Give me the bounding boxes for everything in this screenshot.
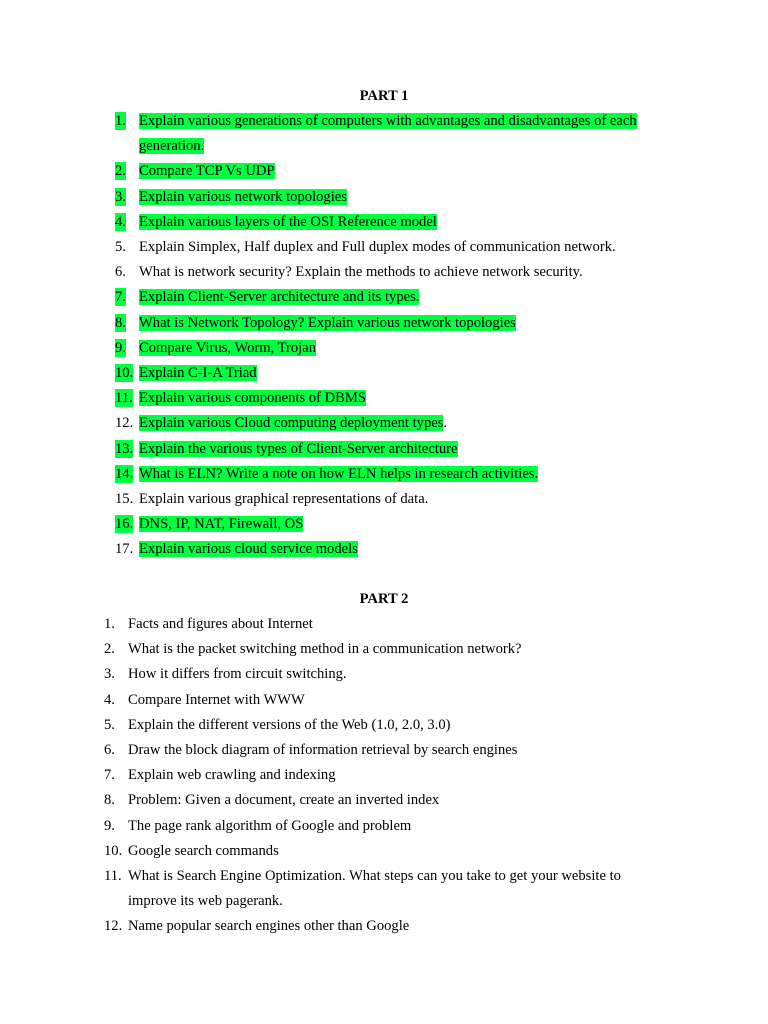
item-text-line bbox=[128, 817, 411, 835]
item-number: 6. bbox=[115, 264, 126, 281]
item-text: What is Search Engine Optimization. What steps can you take to get your website to bbox=[128, 868, 621, 884]
highlighted-text: generation. bbox=[139, 138, 205, 155]
item-number: 11. bbox=[104, 868, 122, 884]
highlighted-text: Explain various Cloud computing deployment types bbox=[139, 415, 444, 432]
highlighted-text: Explain various network topologies bbox=[139, 188, 347, 205]
item-number: 7. bbox=[115, 289, 126, 306]
item-number: 5. bbox=[104, 716, 115, 733]
item-number: 7. bbox=[104, 767, 115, 784]
item-number: 14. bbox=[115, 465, 134, 482]
item-number: 4. bbox=[104, 691, 115, 708]
highlighted-text: DNS, IP, NAT, Firewall, OS bbox=[139, 516, 304, 533]
item-text-line bbox=[139, 188, 347, 206]
item-text-line bbox=[139, 112, 637, 130]
item-text-line bbox=[139, 263, 583, 281]
item-text: What is the packet switching method in a communication network? bbox=[128, 641, 522, 658]
highlighted-text: What is Network Topology? Explain various network topologies bbox=[139, 314, 516, 331]
item-text-line bbox=[139, 162, 275, 180]
item-text-line bbox=[139, 339, 316, 357]
item-text: What is network security? Explain the methods to achieve network security. bbox=[139, 264, 583, 281]
item-text: Explain various graphical representations of data. bbox=[139, 491, 429, 507]
item-text-line bbox=[139, 389, 366, 407]
item-text-line bbox=[139, 440, 458, 458]
item-number: 12. bbox=[115, 415, 134, 432]
item-text-line bbox=[128, 691, 305, 709]
highlighted-text: What is ELN? Write a note on how ELN helps in research activities. bbox=[139, 465, 539, 482]
item-text-line bbox=[128, 791, 439, 809]
item-text-line bbox=[128, 917, 409, 935]
item-text: Explain Simplex, Half duplex and Full duplex modes of communication network. bbox=[139, 239, 616, 255]
item-text-line bbox=[139, 213, 437, 231]
item-text: . bbox=[443, 415, 448, 432]
item-text-line bbox=[139, 238, 616, 256]
item-text: Explain web crawling and indexing bbox=[128, 767, 336, 784]
item-text-line bbox=[128, 741, 517, 759]
item-text-line bbox=[139, 288, 419, 306]
item-text-line bbox=[128, 766, 336, 784]
item-text: Compare Internet with WWW bbox=[128, 691, 305, 708]
item-number: 10. bbox=[104, 842, 123, 859]
item-text-line bbox=[128, 716, 451, 734]
item-text: The page rank algorithm of Google and problem bbox=[128, 817, 412, 834]
item-text-line bbox=[128, 892, 283, 910]
item-text-line bbox=[139, 364, 257, 382]
highlighted-text: Explain C-I-A Triad bbox=[139, 365, 257, 381]
part2-heading: PART 2 bbox=[359, 591, 409, 607]
item-text: Draw the block diagram of information retrieval by search engines bbox=[128, 742, 518, 758]
item-number: 8. bbox=[115, 314, 126, 331]
item-text: Google search commands bbox=[128, 842, 279, 859]
item-number: 13. bbox=[115, 440, 134, 457]
item-number: 4. bbox=[115, 213, 126, 230]
item-number: 9. bbox=[104, 817, 115, 834]
item-text-line bbox=[128, 615, 313, 633]
item-text: Name popular search engines other than Google bbox=[128, 918, 410, 935]
item-text: improve its web pagerank. bbox=[128, 893, 283, 910]
highlighted-text: Explain various cloud service models bbox=[139, 541, 358, 558]
highlighted-text: Compare TCP Vs UDP bbox=[139, 163, 275, 180]
item-number: 17. bbox=[115, 541, 134, 558]
item-text: How it differs from circuit switching. bbox=[128, 666, 347, 683]
item-number: 3. bbox=[104, 666, 115, 683]
item-number: 1. bbox=[104, 616, 115, 632]
item-text: Explain the different versions of the Web (1.0, 2.0, 3.0) bbox=[128, 716, 451, 733]
item-text-line bbox=[139, 414, 447, 432]
item-text: Facts and figures about Internet bbox=[128, 616, 313, 632]
item-text-line bbox=[139, 465, 538, 483]
item-number: 10. bbox=[115, 365, 134, 381]
item-number: 1. bbox=[115, 113, 126, 129]
item-number: 6. bbox=[104, 742, 115, 758]
item-number: 8. bbox=[104, 792, 115, 809]
item-text-line bbox=[139, 137, 204, 155]
item-number: 12. bbox=[104, 918, 123, 935]
item-text-line bbox=[128, 842, 279, 860]
item-number: 15. bbox=[115, 491, 134, 507]
item-text-line bbox=[139, 490, 428, 508]
highlighted-text: Explain Client-Server architecture and its types. bbox=[139, 289, 420, 306]
item-text-line bbox=[128, 665, 347, 683]
highlighted-text: Explain various components of DBMS bbox=[139, 390, 366, 407]
item-text-line bbox=[139, 314, 516, 332]
item-number: 11. bbox=[115, 390, 133, 407]
item-number: 3. bbox=[115, 188, 126, 205]
part1-heading: PART 1 bbox=[359, 88, 409, 104]
item-text-line bbox=[128, 867, 621, 885]
item-number: 2. bbox=[115, 163, 126, 180]
highlighted-text: Explain various generations of computers with advantages and disadvantages of each bbox=[139, 113, 637, 129]
highlighted-text: Compare Virus, Worm, Trojan bbox=[139, 339, 316, 356]
item-number: 2. bbox=[104, 641, 115, 658]
item-number: 16. bbox=[115, 516, 134, 533]
item-text-line bbox=[128, 640, 522, 658]
item-number: 9. bbox=[115, 339, 126, 356]
item-text: Problem: Given a document, create an inverted index bbox=[128, 792, 440, 809]
item-text-line bbox=[139, 540, 358, 558]
highlighted-text: Explain the various types of Client-Server architecture bbox=[139, 440, 458, 457]
item-text-line bbox=[139, 515, 303, 533]
item-number: 5. bbox=[115, 239, 126, 255]
highlighted-text: Explain various layers of the OSI Reference model bbox=[139, 213, 437, 230]
